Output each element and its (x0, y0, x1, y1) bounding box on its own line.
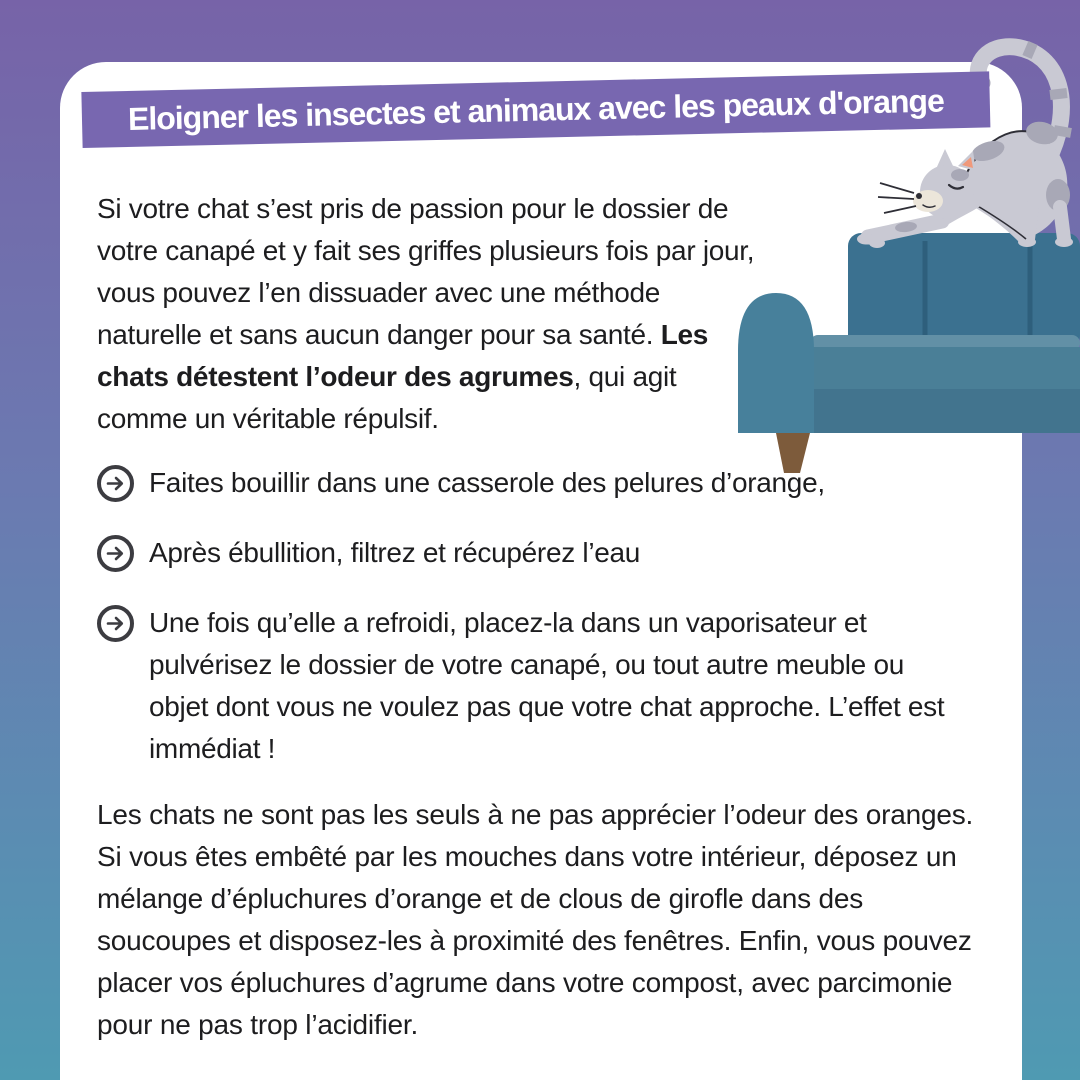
arrow-right-circle-icon (97, 465, 134, 502)
list-item (97, 602, 985, 770)
step-text: Une fois qu’elle a refroidi, placez-la dans un vaporisateur et pulvérisez le dossier de votre canapé, ou tout autre meuble ou objet dont vous ne voulez pas que votre chat approche. L’effet est immédiat ! (149, 607, 945, 764)
intro-bold-text: Les chats détestent l’odeur des agrumes (97, 319, 709, 392)
intro-text: Si votre chat s’est pris de passion pour le dossier de votre canapé et y fait ses griffes plusieurs fois par jour, vous pouvez l’en dissuader avec une méthode naturelle et sans aucun danger pour sa santé. (97, 193, 755, 350)
intro-paragraph (97, 188, 757, 440)
page-title: Eloigner les insectes et animaux avec les peaux d'orange (127, 81, 945, 137)
intro-text-end: , qui agit comme un véritable répulsif. (97, 361, 677, 434)
steps-list (97, 462, 985, 770)
arrow-right-circle-icon (97, 535, 134, 572)
article-body (97, 188, 985, 1046)
list-item (97, 462, 985, 504)
step-text: Faites bouillir dans une casserole des pelures d’orange, (149, 467, 825, 498)
cat-hind-leg (1028, 207, 1032, 239)
step-text: Après ébullition, filtrez et récupérez l’eau (149, 537, 641, 568)
outro-paragraph: Les chats ne sont pas les seuls à ne pas apprécier l’odeur des oranges. Si vous êtes embêté par les mouches dans votre intérieur, déposez un mélange d’épluchures d’orange et de clous de girofle dans des soucoupes et disposez-les à proximité des fenêtres. Enfin, vous pouvez placer vos épluchures d’agrume dans votre compost, avec parcimonie pour ne pas trop l’acidifier. (97, 799, 974, 1040)
list-item (97, 532, 985, 574)
arrow-right-circle-icon (97, 605, 134, 642)
